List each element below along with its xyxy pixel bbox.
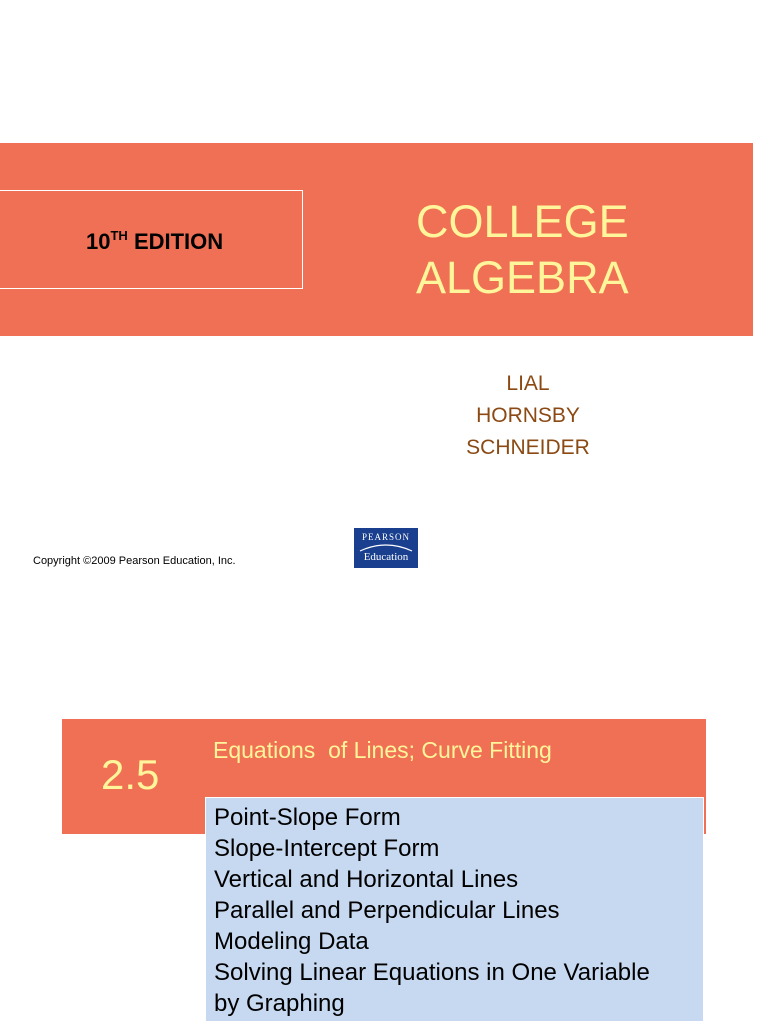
section-number: 2.5 [101,751,160,798]
topic-list [214,802,703,1019]
edition-label [86,229,223,255]
copyright-notice: Copyright ©2009 Pearson Education, Inc. [33,555,236,567]
topic-item: Parallel and Perpendicular Lines [214,897,560,924]
book-title [416,194,629,306]
author-list [428,368,628,464]
author-name: SCHNEIDER [466,436,590,459]
topic-item: Slope-Intercept Form [214,835,440,862]
author-name: LIAL [506,372,550,395]
topic-item: Solving Linear Equations in One Variable [214,959,650,986]
edition-word: EDITION [127,229,224,254]
topic-item: Modeling Data [214,928,369,955]
logo-top-text: PEARSON [361,532,410,542]
edition-suffix: TH [110,228,128,243]
logo-bottom-text: Education [363,551,409,563]
topic-item: Point-Slope Form [214,804,401,831]
topic-item: Vertical and Horizontal Lines [214,866,519,893]
pearson-logo [354,528,418,568]
topics-box [205,797,704,1022]
book-title-line-1: COLLEGE [416,196,629,247]
book-title-line-2: ALGEBRA [416,252,629,303]
topic-item: by Graphing [214,990,345,1017]
author-name: HORNSBY [476,404,580,427]
section-title: Equations of Lines; Curve Fitting [213,737,552,763]
edition-number: 10 [86,229,111,254]
